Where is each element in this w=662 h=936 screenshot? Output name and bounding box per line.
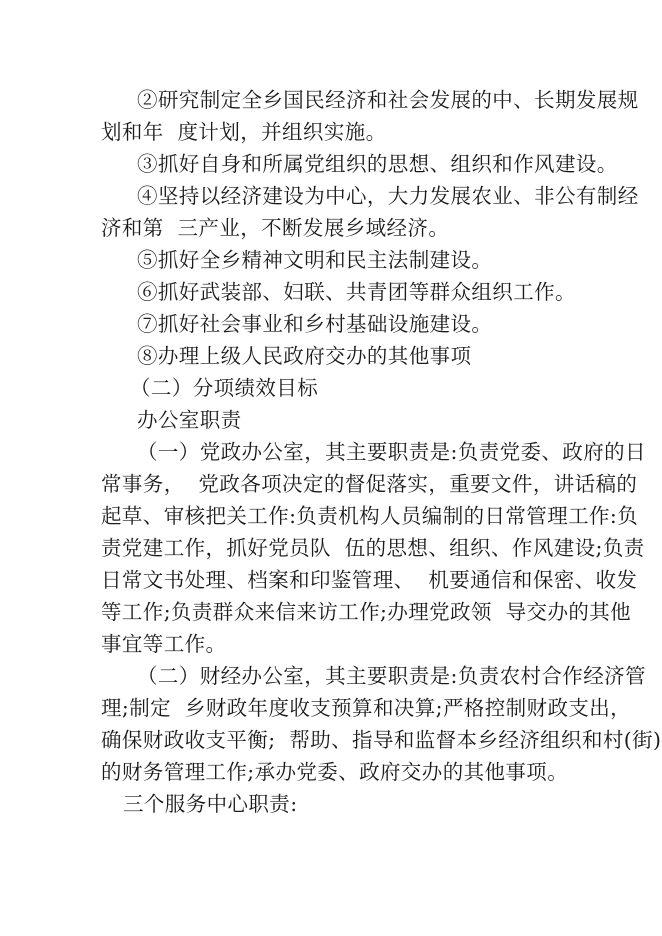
paragraph-line: 等工作;负责群众来信来访工作;办理党政领 导交办的其他 (101, 600, 632, 624)
paragraph-line: 日常文书处理、档案和印鉴管理、 机要通信和保密、收发 (101, 568, 638, 592)
paragraph-line: ⑦抓好社会事业和乡村基础设施建设。 (137, 312, 493, 336)
paragraph-line: 事宜等工作。 (101, 632, 227, 656)
paragraph-line: 办公室职责 (137, 408, 242, 432)
paragraph-line: 的财务管理工作;承办党委、政府交办的其他事项。 (101, 760, 569, 784)
paragraph-line: （二）财经办公室，其主要职责是:负责农村合作经济管 (137, 664, 646, 688)
paragraph-line: 理;制定 乡财政年度收支预算和决算;严格控制财政支出， (101, 696, 632, 720)
paragraph-line: 起草、审核把关工作:负责机构人员编制的日常管理工作:负 (101, 504, 639, 528)
paragraph-line: ④坚持以经济建设为中心，大力发展农业、非公有制经 (137, 184, 639, 208)
paragraph-line: ②研究制定全乡国民经济和社会发展的中、长期发展规 (137, 88, 639, 112)
paragraph-line: 三个服务中心职责: (123, 792, 298, 816)
paragraph-line: ⑧办理上级人民政府交办的其他事项 (137, 344, 472, 368)
paragraph-line: 确保财政收支平衡; 帮助、指导和监督本乡经济组织和村(街) (101, 728, 662, 752)
paragraph-line: 划和年 度计划，并组织实施。 (101, 120, 387, 144)
paragraph-line: （二）分项绩效目标 (130, 376, 319, 400)
paragraph-line: 常事务， 党政各项决定的督促落实，重要文件，讲话稿的 (101, 472, 638, 496)
paragraph-line: ③抓好自身和所属党组织的思想、组织和作风建设。 (137, 152, 618, 176)
paragraph-line: ⑤抓好全乡精神文明和民主法制建设。 (137, 248, 493, 272)
paragraph-line: 济和第 三产业，不断发展乡域经济。 (101, 216, 450, 240)
paragraph-line: 责党建工作，抓好党员队 伍的思想、组织、作风建设;负责 (101, 536, 645, 560)
paragraph-line: （一）党政办公室，其主要职责是:负责党委、政府的日 (137, 440, 646, 464)
paragraph-line: ⑥抓好武装部、妇联、共青团等群众组织工作。 (137, 280, 576, 304)
